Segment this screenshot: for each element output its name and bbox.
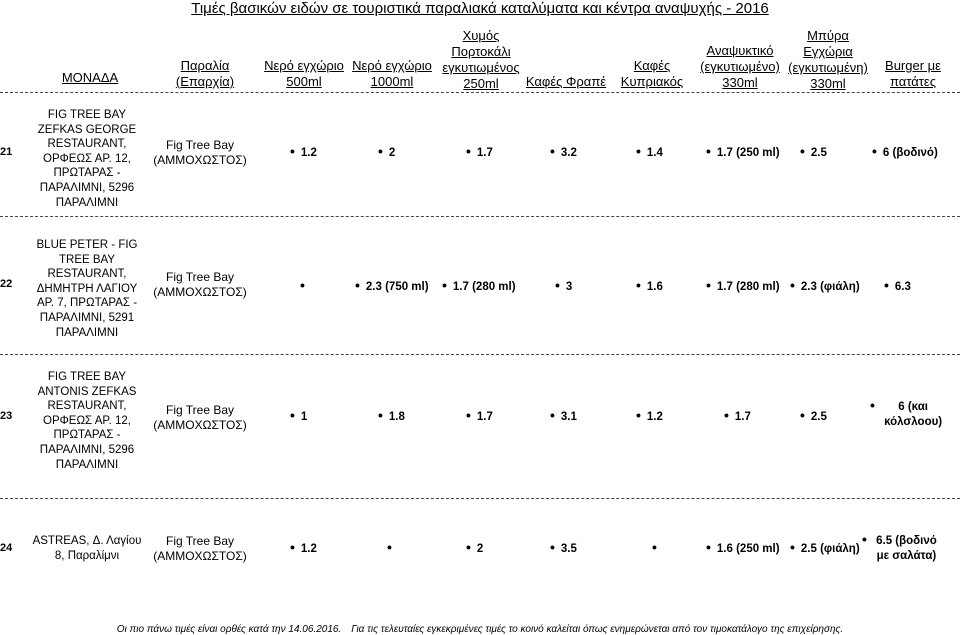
cell-beer: • 2.5 (φιάλη)	[790, 539, 860, 555]
cell-cypriot: • 1.4	[636, 143, 663, 159]
cell-juice: • 1.7	[466, 407, 493, 423]
cell-juice: • 2	[466, 539, 484, 555]
row-beach: Fig Tree Bay (ΑΜΜΟΧΩΣΤΟΣ)	[153, 534, 247, 563]
cell-cypriot: • 1.2	[636, 407, 663, 423]
row-divider	[0, 498, 960, 499]
row-unit-name: FIG TREE BAY ANTONIS ZEFKAS RESTAURANT, ΟΡΦΕΩΣ ΑΡ. 12, ΠΡΩΤΑΡΑΣ - ΠΑΡΑΛΙΜΝΙ, 5296 ΠΑΡΑΛΙΜΝΙ	[37, 371, 137, 471]
cell-beer: • 2.3 (φιάλη)	[790, 277, 860, 293]
cell-burger: • 6 (και κόλσλοου)	[870, 397, 943, 428]
header-divider	[0, 92, 960, 93]
cell-softdrink: • 1.7	[724, 407, 751, 423]
header-cypriot: Καφές Κυπριακός	[620, 58, 684, 89]
row-divider	[0, 354, 960, 355]
cell-water1000: •	[387, 539, 392, 555]
cell-water500: • 1.2	[290, 539, 317, 555]
header-frappe: Καφές Φραπέ	[525, 74, 607, 89]
row-id: 22	[0, 278, 13, 290]
cell-water500: •	[300, 277, 305, 293]
cell-water500: • 1	[290, 407, 308, 423]
cell-frappe: • 3	[555, 277, 573, 293]
cell-frappe: • 3.1	[550, 407, 577, 423]
header-water500: Νερό εγχώριο 500ml	[264, 58, 344, 89]
footer-note: Οι πιο πάνω τιμές είναι ορθές κατά την 14.06.2016. Για τις τελευταίες εγκεκριμένες τιμές το κοινό καλείται όπως ενημερώνεται από τον τιμοκατάλογο της επιχείρησης.	[116, 624, 844, 635]
cell-beer: • 2.5	[800, 143, 827, 159]
row-id: 24	[0, 542, 13, 554]
cell-water500: • 1.2	[290, 143, 317, 159]
cell-burger: • 6 (βοδινό)	[872, 143, 938, 159]
cell-frappe: • 3.2	[550, 143, 577, 159]
header-water1000: Νερό εγχώριο 1000ml	[352, 58, 432, 89]
cell-cypriot: •	[652, 539, 657, 555]
page-title: Τιμές βασικών ειδών σε τουριστικά παραλιακά καταλύματα και κέντρα αναψυχής - 2016	[191, 0, 769, 17]
cell-cypriot: • 1.6	[636, 277, 663, 293]
row-unit-name: BLUE PETER - FIG TREE BAY RESTAURANT, ΔΗΜΗΤΡΗ ΛΑΓΙΟΥ ΑΡ. 7, ΠΡΩΤΑΡΑΣ - ΠΑΡΑΛΙΜΝΙ, 5291 ΠΑΡΑΛΙΜΝΙ	[36, 239, 138, 339]
header-softdrink: Αναψυκτικό (εγκυτιωμένο) 330ml	[700, 43, 780, 90]
cell-softdrink: • 1.7 (280 ml)	[706, 277, 780, 293]
row-divider	[0, 216, 960, 217]
cell-softdrink: • 1.6 (250 ml)	[706, 539, 780, 555]
row-unit-name: FIG TREE BAY ZEFKAS GEORGE RESTAURANT, ΟΡΦΕΩΣ ΑΡ. 12, ΠΡΩΤΑΡΑΣ - ΠΑΡΑΛΙΜΝΙ, 5296 ΠΑΡΑΛΙΜΝΙ	[37, 109, 137, 209]
row-unit-name: ASTREAS, Δ. Λαγίου 8, Παραλίμνι	[32, 535, 142, 562]
cell-beer: • 2.5	[800, 407, 827, 423]
row-id: 21	[0, 146, 13, 158]
row-id: 23	[0, 410, 13, 422]
cell-burger: • 6.3	[884, 277, 911, 293]
cell-frappe: • 3.5	[550, 539, 577, 555]
row-beach: Fig Tree Bay (ΑΜΜΟΧΩΣΤΟΣ)	[153, 138, 247, 167]
cell-water1000: • 2.3 (750 ml)	[355, 277, 429, 293]
header-burger: Burger με πατάτες	[885, 58, 941, 89]
cell-softdrink: • 1.7 (250 ml)	[706, 143, 780, 159]
header-beach: Παραλία (Επαρχία)	[175, 58, 235, 89]
header-unit: ΜΟΝΑΔΑ	[61, 70, 119, 85]
cell-juice: • 1.7	[466, 143, 493, 159]
header-beer: Μπύρα Εγχώρια (εγκυτιωμένη) 330ml	[788, 28, 868, 91]
row-beach: Fig Tree Bay (ΑΜΜΟΧΩΣΤΟΣ)	[153, 270, 247, 299]
cell-water1000: • 2	[378, 143, 396, 159]
cell-water1000: • 1.8	[378, 407, 405, 423]
cell-juice: • 1.7 (280 ml)	[442, 277, 516, 293]
cell-burger: • 6.5 (βοδινό με σαλάτα)	[862, 531, 937, 562]
row-beach: Fig Tree Bay (ΑΜΜΟΧΩΣΤΟΣ)	[153, 403, 247, 432]
header-juice: Χυμός Πορτοκάλι εγκυτιωμένος 250ml	[442, 28, 520, 91]
